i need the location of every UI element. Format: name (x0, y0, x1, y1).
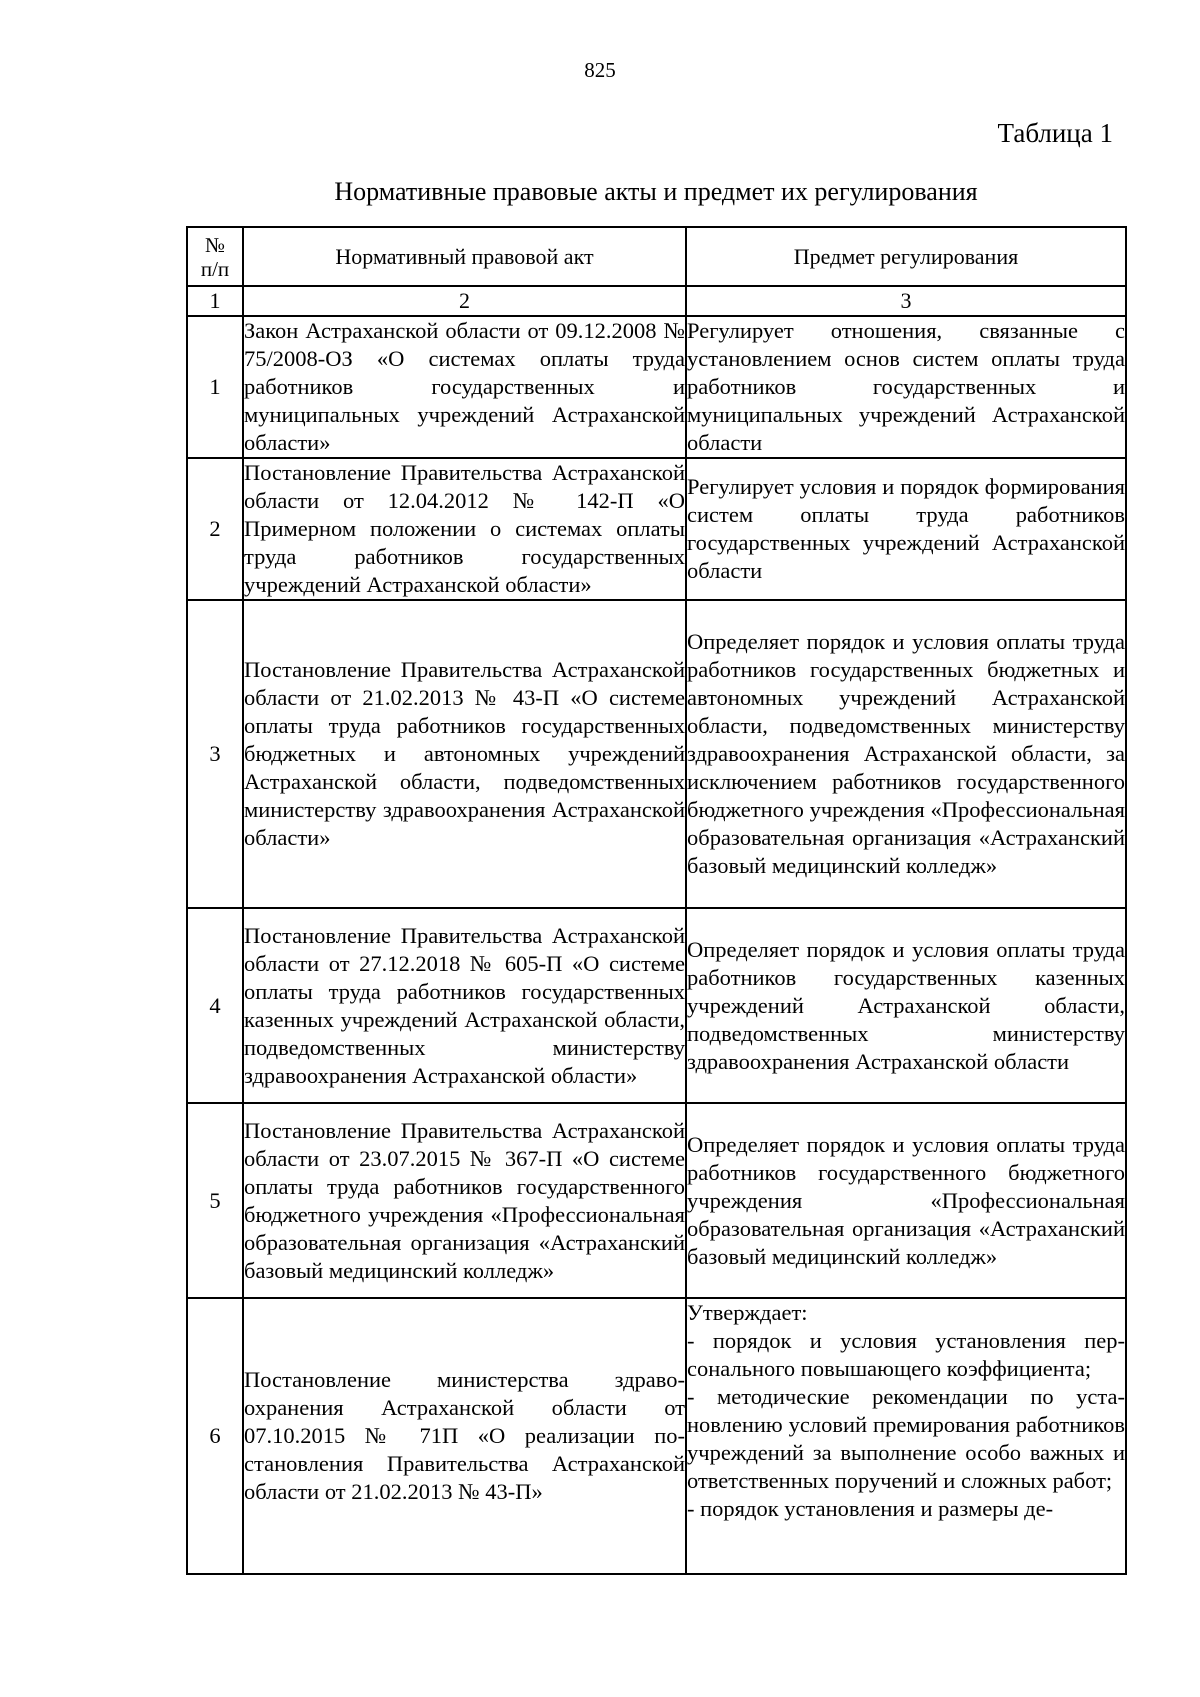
act-cell: Закон Астраханской области от 09.12.2008 № 75/2008-ОЗ «О системах оплаты труда работников государственных и муниципальных учреждений Астраханской области» (243, 316, 686, 458)
subject-cell (686, 1298, 1126, 1574)
column-number: 2 (243, 286, 686, 316)
table-row (187, 1103, 1126, 1298)
act-cell: Постановление министерства здравоохранения Астраханской области от 07.10.2015 № 71П «О реализации постановления Правительства Астраханской области от 21.02.2013 № 43-П» (243, 1298, 686, 1574)
column-number: 1 (187, 286, 243, 316)
row-number: 6 (187, 1298, 243, 1574)
table-row (187, 316, 1126, 458)
subject-cell: Регулирует отношения, связанные с установлением основ систем оплаты труда работников государственных и муниципальных учреждений Астраханской области (686, 316, 1126, 458)
subject-cell: Регулирует условия и порядок формирования систем оплаты труда работников государственных учреждений Астраханской области (686, 458, 1126, 600)
act-cell: Постановление Правительства Астраханской области от 21.02.2013 № 43-П «О системе оплаты труда работников государственных бюджетных и автономных учреждений Астраханской области, подведомственных министерству здравоохранения Астраханской области» (243, 600, 686, 908)
table-row (187, 908, 1126, 1103)
subject-cell: Определяет порядок и условия оплаты труда работников государственных казенных учреждений Астраханской области, подведомственных министерству здравоохранения Астраханской области (686, 908, 1126, 1103)
table-header-row (187, 227, 1126, 286)
subject-line: Утверждает: (687, 1300, 808, 1325)
table-row (187, 1298, 1126, 1574)
subject-line: - порядок установления и размеры де- (687, 1496, 1054, 1521)
act-cell: Постановление Правительства Астраханской области от 27.12.2018 № 605-П «О системе оплаты труда работников государственных казенных учреждений Астраханской области, подведомственных министерству здравоохранения Астраханской области» (243, 908, 686, 1103)
header-subject: Предмет регулирования (686, 227, 1126, 286)
subject-line: - методические рекомендации по установлению условий премирования работников учреждений за выполнение особо важных и ответственных поручений и сложных работ; (687, 1384, 1125, 1493)
header-act: Нормативный правовой акт (243, 227, 686, 286)
table-row (187, 600, 1126, 908)
row-number: 3 (187, 600, 243, 908)
regulatory-acts-table (186, 226, 1127, 1575)
column-number: 3 (686, 286, 1126, 316)
column-number-row (187, 286, 1126, 316)
row-number: 1 (187, 316, 243, 458)
act-cell: Постановление Правительства Астраханской области от 12.04.2012 № 142-П «О Примерном положении о системах оплаты труда работников государственных учреждений Астраханской области» (243, 458, 686, 600)
page-number: 825 (584, 58, 616, 82)
header-num: № п/п (187, 227, 243, 286)
table-title: Нормативные правовые акты и предмет их регулирования (334, 177, 978, 206)
subject-cell: Определяет порядок и условия оплаты труда работников государственных бюджетных и автономных учреждений Астраханской области, подведомственных министерству здравоохранения Астраханской области, за исключением работников государственного бюджетного учреждения «Профессиональная образовательная организация «Астраханский базовый медицинский колледж» (686, 600, 1126, 908)
row-number: 2 (187, 458, 243, 600)
table-row (187, 458, 1126, 600)
act-cell: Постановление Правительства Астраханской области от 23.07.2015 № 367-П «О системе оплаты труда работников государственного бюджетного учреждения «Профессиональная образовательная организация «Астраханский базовый медицинский колледж» (243, 1103, 686, 1298)
row-number: 4 (187, 908, 243, 1103)
subject-cell: Определяет порядок и условия оплаты труда работников государственного бюджетного учреждения «Профессиональная образовательная организация «Астраханский базовый медицинский колледж» (686, 1103, 1126, 1298)
row-number: 5 (187, 1103, 243, 1298)
table-label: Таблица 1 (997, 118, 1113, 148)
subject-line: - порядок и условия установления персонального повышающего коэффициента; (687, 1328, 1125, 1381)
